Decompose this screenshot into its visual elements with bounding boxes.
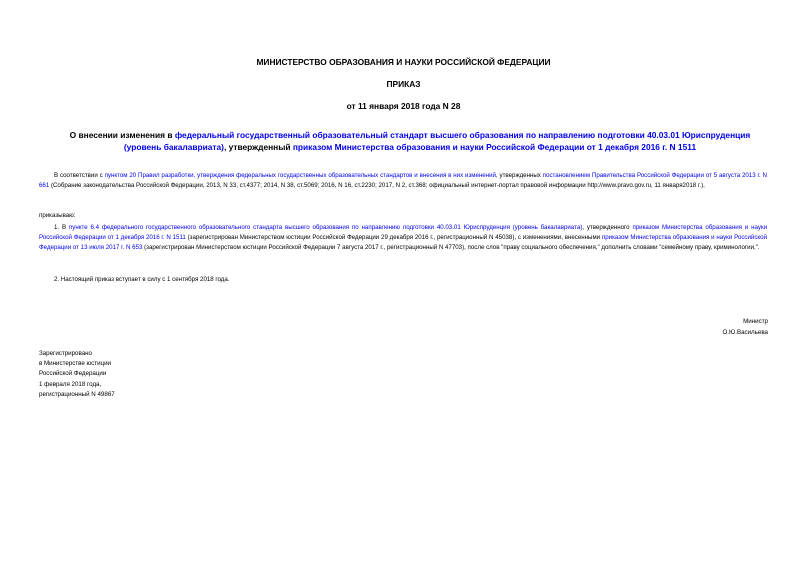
item1-link-standard-clause[interactable]: пункте 6.4 федерального государственного образовательного стандарта высшего образования по направлению подготовки 40.03.01 Юриспруденция (уровень бакалавриата) — [68, 224, 583, 231]
item-1-paragraph — [39, 223, 767, 254]
signature-block — [722, 317, 768, 338]
registration-line: 1 февраля 2018 года, — [39, 380, 102, 388]
registration-block — [39, 349, 115, 400]
ministry-heading: МИНИСТЕРСТВО ОБРАЗОВАНИЯ И НАУКИ РОССИЙСКОЙ ФЕДЕРАЦИИ — [256, 57, 551, 67]
item1-text: (зарегистрирован Министерством юстиции Российской Федерации 29 декабря 2016 г., регистрационный N 45038), с изменениями, внесенными — [185, 234, 602, 242]
preamble-link-rules[interactable]: пунктом 20 Правил разработки, утверждения федеральных государственных образовательных стандартов и внесения в них изменений — [104, 172, 496, 179]
document-title — [54, 129, 766, 153]
preamble-text: (Собрание законодательства Российской Федерации, 2013, N 33, ст.4377; 2014, N 38, ст.5069; 2016, N 16, ст.2230; 2017, N 2, ст.368; официальный интернет-портал правовой информации http://www.pravo.gov.ru, 11 января2018 г.), — [49, 182, 705, 190]
registration-line: регистрационный N 49867 — [39, 390, 115, 398]
item1-text: , утвержденного — [582, 224, 633, 231]
preamble-text: , утвержденных — [495, 172, 543, 179]
order-word: приказываю: — [39, 212, 76, 219]
item1-text: 1. В — [54, 224, 69, 231]
registration-line: Российской Федерации — [39, 370, 107, 378]
date-number-heading: от 11 января 2018 года N 28 — [346, 101, 461, 111]
registration-line: Зарегистрировано — [39, 350, 92, 357]
item1-text: (зарегистрирован Министерством юстиции Российской Федерации 7 августа 2017 г., регистрационный N 47703), после слов "праву социального обеспечения," дополнить словами "семейному праву, криминологии,". — [142, 244, 760, 252]
item1-link-order-653[interactable]: приказом Министерства образования и науки Российской Федерации от 13 июля 2017 г. N 653 — [39, 234, 767, 252]
title-link-standard[interactable]: федеральный государственный образовательный стандарт высшего образования по направлению подготовки 40.03.01 Юриспруденция (уровень бакалавриата) — [123, 130, 751, 152]
preamble-link-resolution[interactable]: постановлением Правительства Российской Федерации от 5 августа 2013 г. N 661 — [39, 172, 767, 190]
title-text: О внесении изменения в — [69, 130, 175, 140]
signer-name: О.Ю.Васильева — [722, 328, 768, 336]
preamble-text: В соответствии с — [54, 172, 105, 179]
preamble-paragraph — [39, 171, 767, 191]
registration-line: в Министерстве юстиции — [39, 360, 112, 368]
title-link-order[interactable]: приказом Министерства образования и науки Российской Федерации от 1 декабря 2016 г. N 1511 — [292, 142, 697, 152]
signer-position: Министр — [743, 318, 768, 325]
item1-link-order-1511[interactable]: приказом Министерства образования и науки Российской Федерации от 1 декабря 2016 г. N 1511 — [39, 224, 768, 242]
item-2-paragraph: 2. Настоящий приказ вступает в силу с 1 сентября 2018 года. — [54, 276, 230, 283]
title-text: , утвержденный — [223, 142, 293, 152]
doc-type-heading: ПРИКАЗ — [386, 79, 421, 89]
